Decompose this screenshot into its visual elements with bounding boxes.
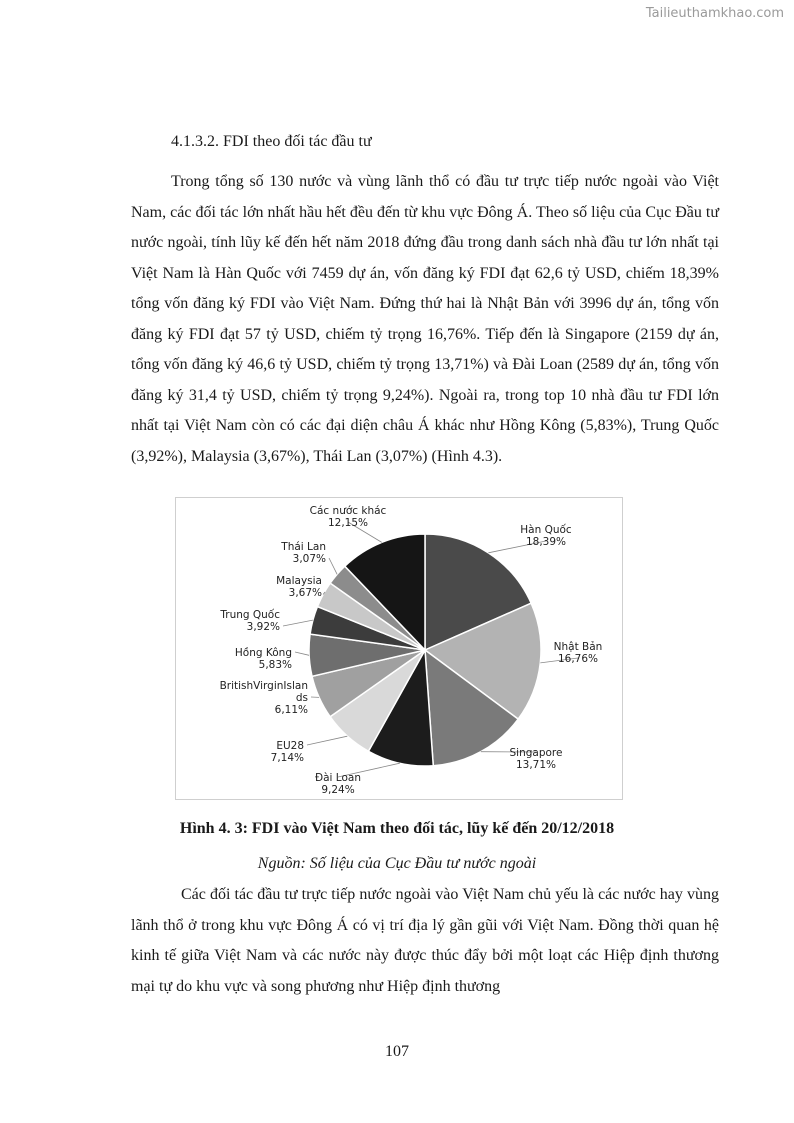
slice-name-label: Singapore: [509, 747, 563, 759]
slice-name-label: ds: [295, 692, 308, 704]
slice-name-label: Hồng Kông: [234, 647, 292, 659]
slice-name-label: Đài Loan: [314, 772, 362, 784]
slice-value-label: 5,83%: [258, 659, 292, 671]
slice-value-label: 3,92%: [246, 621, 280, 633]
slice-value-label: 3,07%: [292, 553, 326, 565]
slice-name-label: Thái Lan: [281, 541, 326, 553]
leader-line: [329, 558, 337, 574]
leader-line: [307, 736, 347, 745]
figure-source: Nguồn: Số liệu của Cục Đầu tư nước ngoài: [257, 855, 537, 872]
leader-line: [295, 652, 309, 655]
body-paragraph-1: Trong tổng số 130 nước và vùng lãnh thổ có đầu tư trực tiếp nước ngoài vào Việt Nam, các đối tác lớn nhất hầu hết đều đến từ khu vực Đông Á. Theo số liệu của Cục Đầu tư nước ngoài, tính lũy kế đến hết năm 2018 đứng đầu trong danh sách nhà đầu tư lớn nhất tại Việt Nam là Hàn Quốc với 7459 dự án, vốn đăng ký FDI đạt 62,6 tỷ USD, chiếm 18,39% tổng vốn đăng ký FDI vào Việt Nam. Đứng thứ hai là Nhật Bản với 3996 dự án, tổng vốn đăng ký FDI đạt 57 tỷ USD, chiếm tỷ trọng 16,76%. Tiếp đến là Singapore (2159 dự án, tổng vốn đăng ký 46,6 tỷ USD, chiếm tỷ trọng 13,71%) và Đài Loan (2589 dự án, tổng vốn đăng ký 31,4 tỷ USD, chiếm tỷ trọng 9,24%). Ngoài ra, trong top 10 nhà đầu tư FDI lớn nhất tại Việt Nam còn có các đại diện châu Á khác như Hồng Kông (5,83%), Trung Quốc (3,92%), Malaysia (3,67%), Thái Lan (3,07%) (Hình 4.3).: [131, 173, 719, 465]
leader-line: [283, 620, 313, 626]
slice-value-label: 9,24%: [321, 784, 355, 796]
slice-name-label: Nhật Bản: [553, 641, 603, 653]
pie-chart-figure: [175, 497, 623, 800]
slice-value-label: 16,76%: [557, 653, 599, 665]
section-heading: 4.1.3.2. FDI theo đối tác đầu tư: [171, 133, 372, 150]
slice-name-label: Malaysia: [276, 575, 322, 587]
slice-name-label: Trung Quốc: [220, 609, 280, 621]
slice-name-label: Hàn Quốc: [520, 524, 572, 536]
slice-value-label: 12,15%: [327, 517, 369, 529]
slice-value-label: 6,11%: [274, 704, 308, 716]
page-number: 107: [385, 1043, 409, 1060]
body-paragraph-2: Các đối tác đầu tư trực tiếp nước ngoài vào Việt Nam chủ yếu là các nước hay vùng lãnh thổ ở trong khu vực Đông Á có vị trí địa lý gần gũi với Việt Nam. Đồng thời quan hệ kinh tế giữa Việt Nam và các nước này được thúc đẩy bởi một loạt các Hiệp định thương mại tự do khu vực và song phương như Hiệp định thương: [131, 886, 719, 995]
slice-name-label: Các nước khác: [309, 505, 387, 517]
slice-value-label: 18,39%: [525, 536, 567, 548]
slice-value-label: 13,71%: [515, 759, 557, 771]
slice-value-label: 3,67%: [288, 587, 322, 599]
watermark: Tailieuthamkhao.com: [645, 6, 784, 21]
pie-chart: [176, 498, 624, 801]
slice-name-label: EU28: [276, 740, 304, 752]
slice-value-label: 7,14%: [270, 752, 304, 764]
slice-name-label: BritishVirginIslan: [219, 680, 308, 692]
figure-caption: Hình 4. 3: FDI vào Việt Nam theo đối tác, lũy kế đến 20/12/2018: [179, 820, 615, 837]
